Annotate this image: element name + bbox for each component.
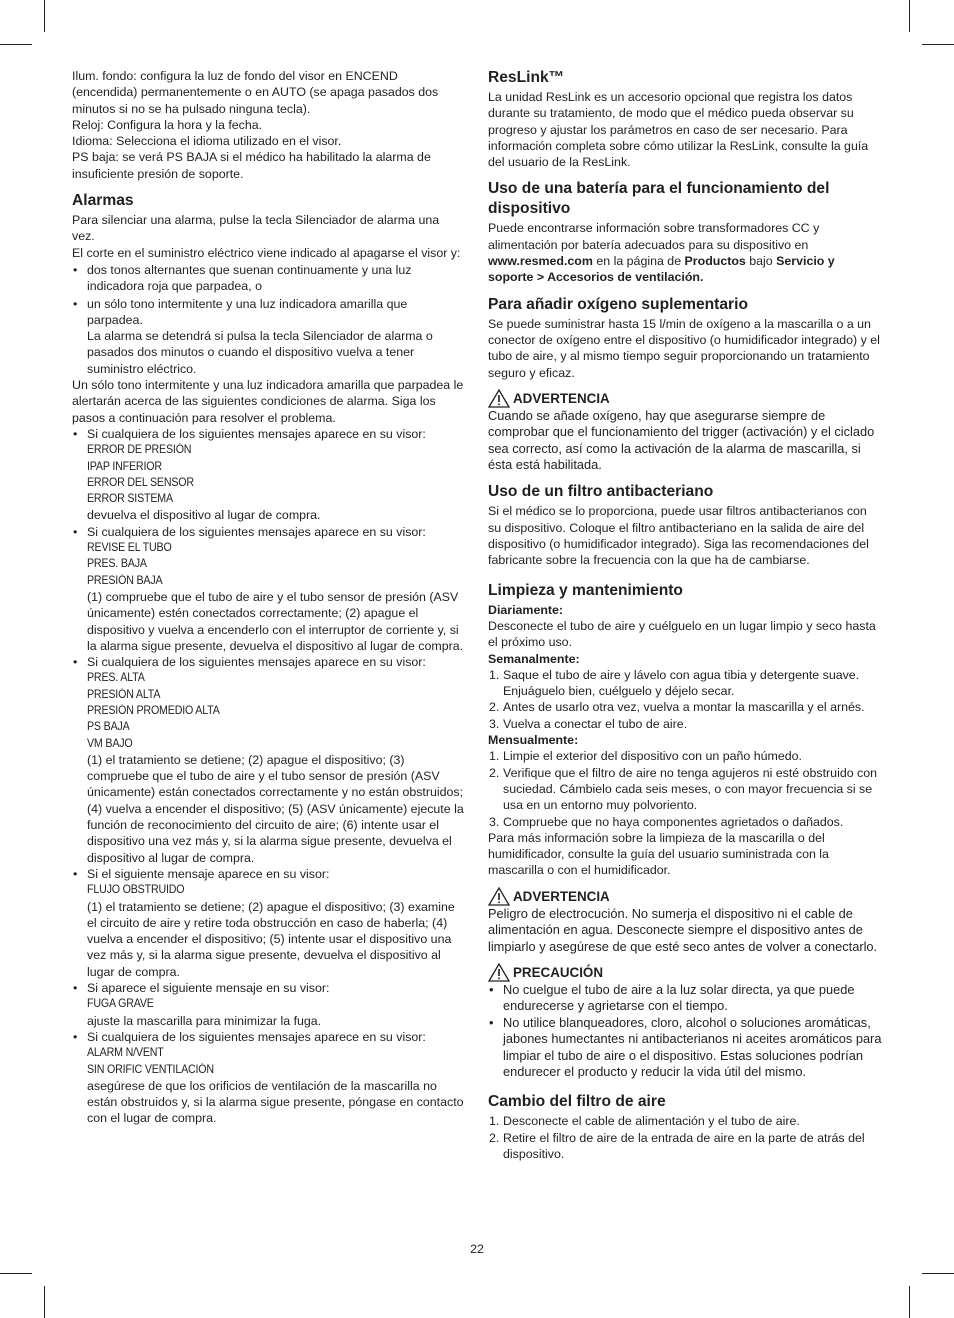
display-message: ALARM N/VENT <box>87 1046 164 1060</box>
crop-mark <box>909 0 910 32</box>
filter-change-heading: Cambio del filtro de aire <box>488 1093 666 1111</box>
list-item: 2. Verifique que el filtro de aire no tenga agujeros ni esté obstruido con suciedad. Cámbielo cada seis meses, o con mayor frecuencia si se usa en un entorno muy polvoriento. <box>489 765 878 813</box>
warning-heading: ADVERTENCIA <box>488 389 882 408</box>
warning-triangle-icon <box>488 887 510 906</box>
list-item: 1. Limpie el exterior del dispositivo con un paño húmedo. <box>489 749 802 764</box>
setting-item: Idioma: Selecciona el idioma utilizado en el visor. <box>72 134 342 149</box>
display-message: PRESIÓN BAJA <box>87 573 163 587</box>
crop-mark <box>0 44 32 45</box>
list-item: 1. Saque el tubo de aire y lávelo con agua tibia y detergente suave. Enjuáguelo bien, cuélguelo y déjelo secar. <box>489 667 860 699</box>
alarm-condition-item: • Si el siguiente mensaje aparece en su visor: FLUJO OBSTRUIDO (1) el tratamiento se detiene; (2) apague el dispositivo; (3) examine el circuito de aire y retire toda obstrucción en caso de haberla; (4) vuelva a encender el dispositivo; (5) intente usar el dispositivo una vez más y, si la alarma sigue presente, devuelva el dispositivo al lugar de compra. <box>72 866 464 980</box>
crop-mark <box>44 1286 45 1318</box>
display-message: ERROR SISTEMA <box>87 492 173 506</box>
warning-triangle-icon <box>488 389 510 408</box>
right-column <box>488 68 882 1162</box>
warning-text: Peligro de electrocución. No sumerja el dispositivo ni el cable de alimentación en agua. Desconecte siempre el dispositivo antes de limpiarlo y asegúrese de que esté seco antes de volver a conectarlo. <box>488 905 878 954</box>
display-message: PRESIÓN ALTA <box>87 687 161 701</box>
list-item: • No cuelgue el tubo de aire a la luz solar directa, ya que puede endurecerse y agrietarse con el tiempo. <box>488 982 882 1015</box>
list-item: 3. Vuelva a conectar el tubo de aire. <box>489 716 688 731</box>
display-message: PRES. ALTA <box>87 671 145 685</box>
alarm-condition-item: • Si cualquiera de los siguientes mensajes aparece en su visor: ALARM N/VENT SIN ORIFIC VENTILACIÓN asegúrese de que los orificios de ventilación de la mascarilla no están obstruidos y, si la alarma sigue presente, póngase en contacto con el lugar de compra. <box>72 1029 464 1127</box>
alarmas-heading: Alarmas <box>72 192 134 210</box>
list-item: 2. Antes de usarlo otra vez, vuelva a montar la mascarilla y el arnés. <box>489 700 865 715</box>
display-message: FLUJO OBSTRUIDO <box>87 883 185 897</box>
reslink-heading: ResLink™ <box>488 69 565 86</box>
list-item: • dos tonos alternantes que suenan continuamente y una luz indicadora roja que parpadea, o <box>72 262 464 295</box>
reslink-text: La unidad ResLink es un accesorio opcional que registra los datos durante su tratamiento, de modo que el médico pueda observar su progreso y ajustar los parámetros en caso de ser necesario. Para información completa sobre cómo utilizar la ResLink, consulte la guía del usuario de la ResLink. <box>488 90 869 170</box>
alarm-condition-item: • Si aparece el siguiente mensaje en su visor: FUGA GRAVE ajuste la mascarilla para minimizar la fuga. <box>72 980 464 1029</box>
filter-text: Si el médico se lo proporciona, puede usar filtros antibacterianos con su dispositivo. Coloque el filtro antibacteriano en la salida de aire del dispositivo (o humidificador integrado). Siga las recomendaciones del fabricante sobre la frecuencia con la que ha de cambiarse. <box>488 504 869 568</box>
left-column <box>72 68 464 1127</box>
display-message: IPAP INFERIOR <box>87 459 162 473</box>
settings-list <box>72 68 464 182</box>
crop-mark <box>0 1273 32 1274</box>
caution-heading: PRECAUCIÓN <box>488 963 882 982</box>
alarmas-intro: Para silenciar una alarma, pulse la tecla Silenciador de alarma una vez. <box>72 213 440 244</box>
list-item: • un sólo tono intermitente y una luz indicadora amarilla que parpadea. La alarma se detendrá si pulsa la tecla Silenciador de alarma o pasados dos minutos o cuando el dispositivo vuelva a tener suministro eléctrico. <box>72 296 464 377</box>
crop-mark <box>922 44 954 45</box>
alarm-condition-item: • Si cualquiera de los siguientes mensajes aparece en su visor: PRES. ALTA PRESIÓN ALTA PRESIÓN PROMEDIO ALTA PS BAJA VM BAJO (1) el tratamiento se detiene; (2) apague el dispositivo; (3) compruebe que el tubo de aire y el tubo sensor de presión (ASV únicamente) están conectados correctamente y no están obstruidos; (4) vuelva a encender el dispositivo; (5) (ASV únicamente) ejecute la función de reconocimiento del circuito de aire; (6) intente usar el dispositivo una vez más y, si la alarma sigue presente, devuelva el dispositivo al lugar de compra. <box>72 654 464 866</box>
power-failure-text: El corte en el suministro eléctrico viene indicado al apagarse el visor y: <box>72 245 461 260</box>
setting-item: PS baja: se verá PS BAJA si el médico ha habilitado la alarma de insuficiente presión de soporte. <box>72 150 431 181</box>
monthly-label: Mensualmente: <box>488 733 579 748</box>
warning-triangle-icon <box>488 963 510 982</box>
display-message: VM BAJO <box>87 736 133 750</box>
display-message: ERROR DEL SENSOR <box>87 475 194 489</box>
display-message: ERROR DE PRESIÓN <box>87 443 192 457</box>
resmed-link[interactable]: www.resmed.com <box>488 254 593 269</box>
crop-mark <box>44 0 45 32</box>
list-item: 2. Retire el filtro de aire de la entrada de aire en la parte de atrás del dispositivo. <box>489 1130 865 1161</box>
display-message: REVISE EL TUBO <box>87 541 172 555</box>
page-number: 22 <box>470 1242 484 1256</box>
oxygen-text: Se puede suministrar hasta 15 l/min de oxígeno a la mascarilla o a un conector de oxígeno entre el dispositivo (o humidificador integrado) y el tubo de aire, y al mismo tiempo seguir proporcionando un tratamiento seguro y eficaz. <box>488 316 880 380</box>
alarm-conditions-text: Un sólo tono intermitente y una luz indicadora amarilla que parpadea le alertarán acerca de las siguientes condiciones de alarma. Siga los pasos a continuación para resolver el problema. <box>72 378 464 425</box>
cleaning-heading: Limpieza y mantenimiento <box>488 581 683 599</box>
alarm-condition-item: • Si cualquiera de los siguientes mensajes aparece en su visor: REVISE EL TUBO PRES. BAJA PRESIÓN BAJA (1) compruebe que el tubo de aire y el tubo sensor de presión (ASV únicamente) estén conectados correctamente; (2) apague el dispositivo y vuelva a encenderlo con el interruptor de corriente y, si la alarma sigue presente, devuelva el dispositivo al lugar de compra. <box>72 524 464 654</box>
crop-mark <box>922 1273 954 1274</box>
cleaning-more-text: Para más información sobre la limpieza de la mascarilla o del humidificador, consulte la guía del usuario suministrada con la mascarilla o con el humidificador. <box>488 830 829 878</box>
battery-text: Puede encontrarse información sobre transformadores CC y alimentación por batería adecuados para su dispositivo en www.resmed.com en la página de Productos bajo Servicio y soporte > Accesorios de ventilación. <box>488 221 835 285</box>
battery-heading: Uso de una batería para el funcionamiento del dispositivo <box>488 180 830 218</box>
weekly-label: Semanalmente: <box>488 651 580 666</box>
display-message: FUGA GRAVE <box>87 997 154 1011</box>
filter-heading: Uso de un filtro antibacteriano <box>488 483 714 501</box>
list-item: 1. Desconecte el cable de alimentación y el tubo de aire. <box>489 1114 800 1129</box>
daily-text: Desconecte el tubo de aire y cuélguelo en un lugar limpio y seco hasta el próximo uso. <box>488 618 876 650</box>
daily-label: Diariamente: <box>488 602 564 617</box>
warning-heading: ADVERTENCIA <box>488 887 882 906</box>
alarm-condition-item: • Si cualquiera de los siguientes mensajes aparece en su visor: ERROR DE PRESIÓN IPAP INFERIOR ERROR DEL SENSOR ERROR SISTEMA devuelva el dispositivo al lugar de compra. <box>72 426 464 524</box>
warning-text: Cuando se añade oxígeno, hay que asegurarse siempre de comprobar que el funcionamiento del trigger (activación) y el ciclado sea correcto, así como la activación de la alarma de mascarilla, si ésta está habilitada. <box>488 407 875 473</box>
display-message: PRES. BAJA <box>87 557 147 571</box>
list-item: • No utilice blanqueadores, cloro, alcohol o soluciones aromáticas, jabones humectantes ni antibacterianos ni aceites aromáticos para limpiar el tubo de aire o el dispositivo. Estas soluciones podrían endurecer el producto y reducir la vida útil del mismo. <box>488 1015 882 1081</box>
display-message: PRESIÓN PROMEDIO ALTA <box>87 703 220 717</box>
display-message: SIN ORIFIC VENTILACIÓN <box>87 1062 214 1076</box>
list-item: 3. Compruebe que no haya componentes agrietados o dañados. <box>489 814 844 829</box>
display-message: PS BAJA <box>87 720 130 734</box>
crop-mark <box>909 1286 910 1318</box>
setting-item: Ilum. fondo: configura la luz de fondo del visor en ENCEND (encendida) permanentemente o en AUTO (se apaga pasados dos minutos si no se ha pulsado ninguna tecla). <box>72 69 439 116</box>
setting-item: Reloj: Configura la hora y la fecha. <box>72 117 263 132</box>
oxygen-heading: Para añadir oxígeno suplementario <box>488 295 748 313</box>
